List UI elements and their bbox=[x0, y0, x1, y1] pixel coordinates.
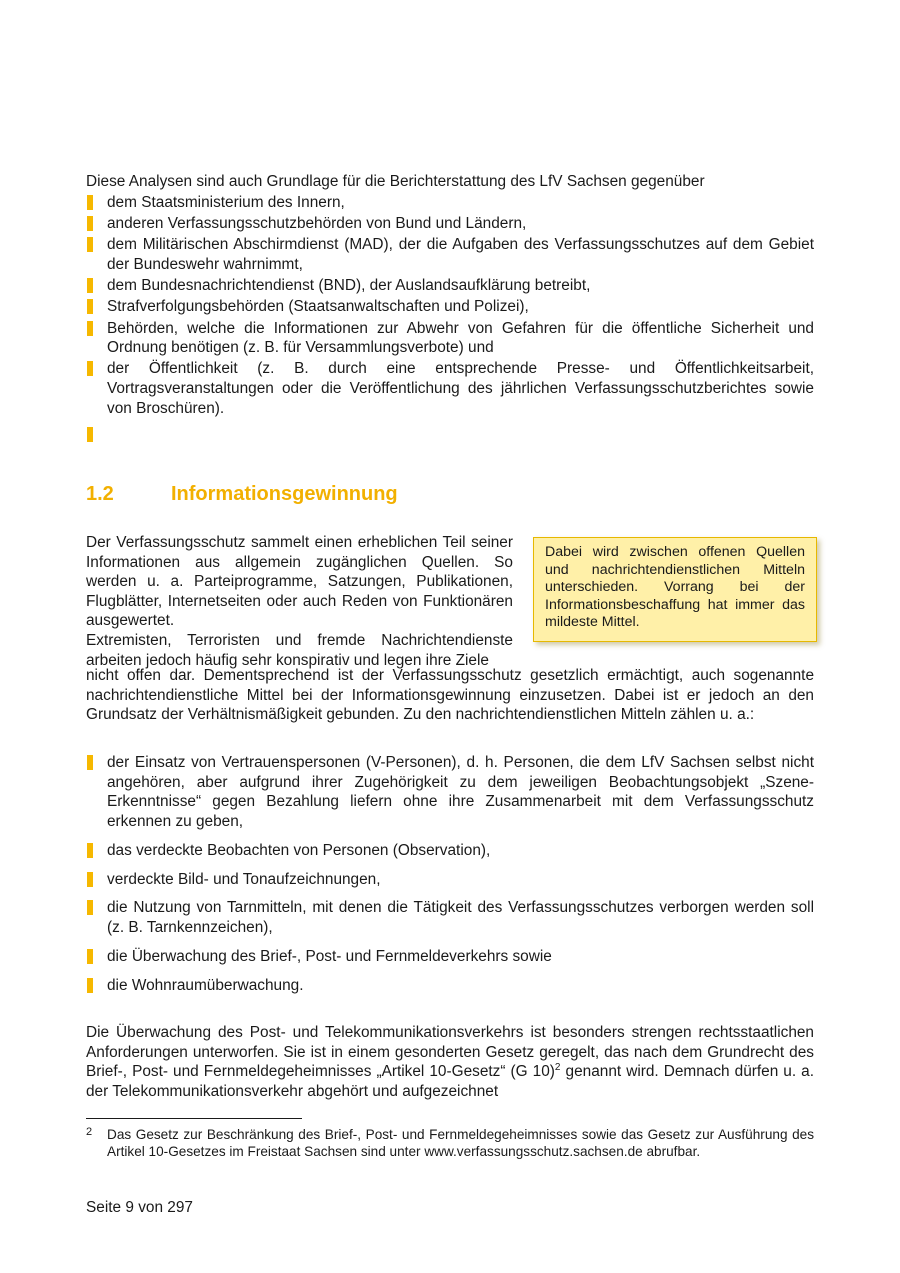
list-item: dem Staatsministerium des Innern, bbox=[86, 193, 814, 213]
list-item: die Überwachung des Brief-, Post- und Fernmeldeverkehrs sowie bbox=[86, 947, 814, 967]
paragraph-1: Der Verfassungsschutz sammelt einen erheblichen Teil seiner Informationen aus allgemein zugänglichen Quellen. So werden u. a. Parteiprogramme, Satzungen, Publikationen, Flugblätter, Internetseiten oder auch Reden von Funktionären ausgewertet. bbox=[86, 534, 513, 630]
paragraph-3: Die Überwachung des Post- und Telekommunikationsverkehrs ist besonders strengen rechtsstaatlichen Anforderungen unterworfen. Sie ist in einem gesonderten Gesetz geregelt, das nach dem Grundrecht des Brief-, Post- und Fernmeldegeheimnisses „Artikel 10-Gesetz“ (G 10)$^2$ genannt wird. Demnach dürfen u. a. der Telekommunikationsverkehr abgehört und aufgezeichnet bbox=[86, 1024, 815, 1100]
paragraph-2-rest: nicht offen dar. Dementsprechend ist der Verfassungsschutz gesetzlich ermächtigt, auch sogenannte nachrichtendienstliche Mittel bei der Informationsgewinnung einzusetzen. Dabei ist er jedoch an den Grundsatz der Verhältnismäßigkeit gebunden. Zu den nachrichtendienstlichen Mitteln zählen u. a.: bbox=[86, 667, 814, 724]
bullet-bar-icon bbox=[87, 216, 93, 231]
section-heading bbox=[86, 482, 398, 506]
list-item: der Einsatz von Vertrauenspersonen (V-Personen), d. h. Personen, die dem LfV Sachsen selbst nicht angehören, aber aufgrund ihrer Zugehörigkeit zu dem jeweiligen Beobachtungsobjekt „Szene-Erkenntnisse“ gegen Bezahlung liefern ohne ihre Zusammenarbeit mit dem Verfassungsschutz erkennen zu geben, bbox=[86, 753, 814, 831]
list-item: dem Bundesnachrichtendienst (BND), der Auslandsaufklärung betreibt, bbox=[86, 276, 814, 296]
footnote bbox=[86, 1126, 814, 1160]
bullet-bar-icon bbox=[87, 237, 93, 252]
list-item: dem Militärischen Abschirmdienst (MAD), der die Aufgaben des Verfassungsschutzes auf dem Gebiet der Bundeswehr wahrnimmt, bbox=[86, 235, 814, 274]
bullet-bar-icon bbox=[87, 949, 93, 964]
list-item: die Nutzung von Tarnmitteln, mit denen die Tätigkeit des Verfassungsschutzes verborgen werden soll (z. B. Tarnkennzeichen), bbox=[86, 898, 814, 937]
body-paragraph-left bbox=[86, 533, 513, 670]
intro-text: Diese Analysen sind auch Grundlage für die Berichterstattung des LfV Sachsen gegenüber bbox=[86, 173, 705, 190]
bullet-bar-icon bbox=[87, 900, 93, 915]
bullet-bar-icon bbox=[87, 843, 93, 858]
section-number: 1.2 bbox=[86, 483, 114, 505]
footnote-ref[interactable]: 2 bbox=[554, 1062, 561, 1074]
bullet-bar-icon bbox=[87, 427, 93, 442]
list-item: das verdeckte Beobachten von Personen (Observation), bbox=[86, 841, 814, 861]
footnote-divider bbox=[86, 1118, 302, 1119]
list-item: die Wohnraumüberwachung. bbox=[86, 976, 814, 996]
recipients-list bbox=[86, 193, 814, 446]
bullet-bar-icon bbox=[87, 872, 93, 887]
bullet-bar-icon bbox=[87, 321, 93, 336]
list-item-empty bbox=[86, 425, 814, 445]
means-list bbox=[86, 753, 814, 1005]
bullet-bar-icon bbox=[87, 195, 93, 210]
bullet-bar-icon bbox=[87, 278, 93, 293]
list-item: Behörden, welche die Informationen zur Abwehr von Gefahren für die öffentliche Sicherheit und Ordnung benötigen (z. B. für Versammlungsverbote) und bbox=[86, 319, 814, 358]
callout-box: Dabei wird zwischen offenen Quellen und nachrichtendienstlichen Mitteln unterschieden. Vorrang bei der Informationsbeschaffung hat immer das mildeste Mittel. bbox=[533, 537, 817, 642]
footnote-text: Das Gesetz zur Beschränkung des Brief-, Post- und Fernmeldegeheimnisses sowie das Gesetz zur Ausführung des Artikel 10-Gesetzes im Freistaat Sachsen sind unter www.verfassungsschutz.sachsen.de abrufbar. bbox=[107, 1127, 814, 1159]
section-title: Informationsgewinnung bbox=[171, 483, 398, 505]
list-item: der Öffentlichkeit (z. B. durch eine entsprechende Presse- und Öffentlichkeitsarbeit, Vortragsveranstaltungen oder die Veröffentlichung des jährlichen Verfassungsschutzberichtes sowie von Broschüren). bbox=[86, 359, 814, 418]
bullet-bar-icon bbox=[87, 299, 93, 314]
list-item: verdeckte Bild- und Tonaufzeichnungen, bbox=[86, 870, 814, 890]
page-number: Seite 9 von 297 bbox=[86, 1199, 193, 1216]
list-item: anderen Verfassungsschutzbehörden von Bund und Ländern, bbox=[86, 214, 814, 234]
bullet-bar-icon bbox=[87, 755, 93, 770]
bullet-bar-icon bbox=[87, 978, 93, 993]
bullet-bar-icon bbox=[87, 361, 93, 376]
list-item: Strafverfolgungsbehörden (Staatsanwaltschaften und Polizei), bbox=[86, 297, 814, 317]
paragraph-2-start: Extremisten, Terroristen und fremde Nachrichtendienste arbeiten jedoch häufig sehr konspirativ und legen ihre Ziele bbox=[86, 631, 513, 669]
footnote-number: 2 bbox=[86, 1126, 93, 1138]
